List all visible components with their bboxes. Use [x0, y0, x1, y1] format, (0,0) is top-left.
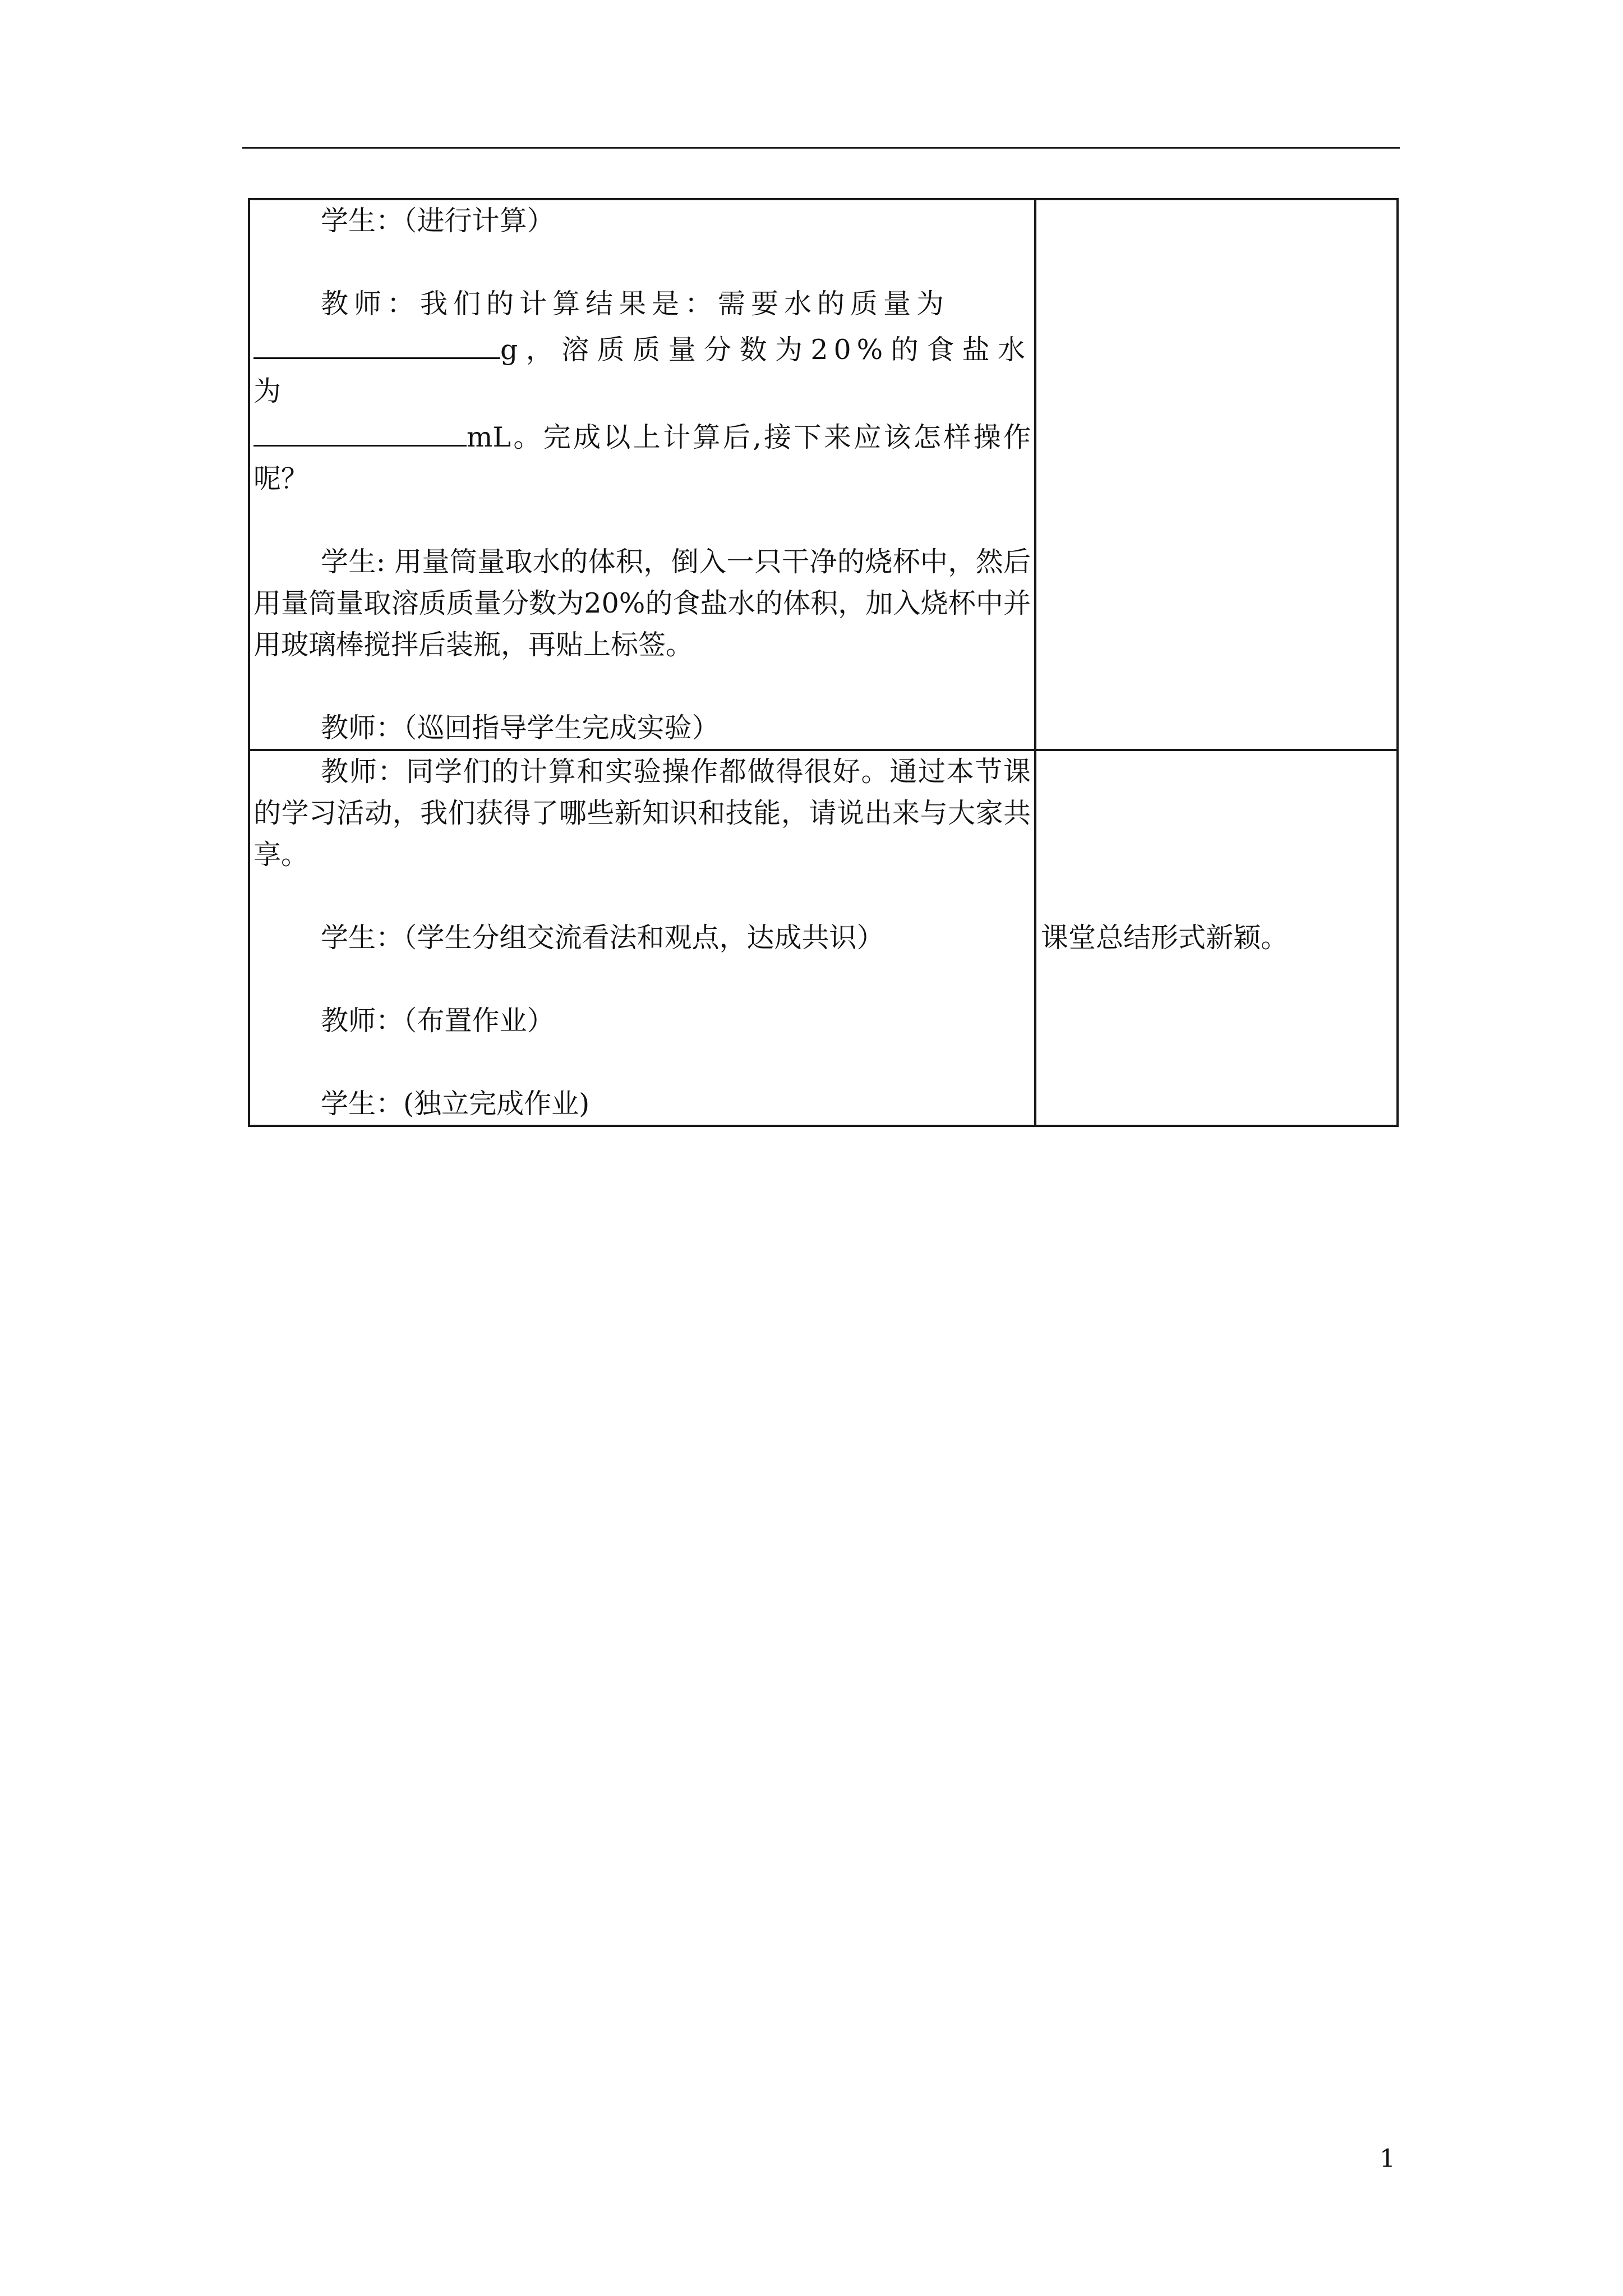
student-homework-line: 学生：(独立完成作业)	[321, 1088, 590, 1120]
volume-question-text: mL。完成以上计算后,接下来应该怎样操作呢？	[253, 421, 1031, 495]
teacher-guidance-line: 教师：（巡回指导学生完成实验）	[321, 712, 720, 744]
water-mass-line	[250, 325, 1034, 412]
table-row	[249, 199, 1398, 750]
salt-solution-text: g，溶质质量分数为20%的食盐水为	[253, 334, 1031, 407]
teacher-result-line	[250, 283, 1034, 325]
student-discussion-line: 学生：（学生分组交流看法和观点，达成共识）	[321, 922, 884, 954]
lesson-table	[248, 198, 1399, 1127]
student-calculation-line: 学生：（进行计算）	[321, 205, 555, 237]
table-row	[249, 750, 1398, 1126]
teacher-homework-line: 教师：（布置作业）	[321, 1005, 555, 1037]
volume-line	[250, 412, 1034, 500]
teacher-result-text: 教师：我们的计算结果是：需要水的质量为	[321, 288, 950, 320]
note-text: 课堂总结形式新颖。	[1041, 922, 1289, 954]
header-rule	[242, 147, 1400, 149]
note-cell	[1035, 750, 1398, 1126]
water-mass-blank	[253, 325, 500, 359]
note-cell	[1035, 199, 1398, 750]
activity-cell	[249, 199, 1035, 750]
student-operation-paragraph: 学生: 用量筒量取水的体积，倒入一只干净的烧杯中，然后用量筒量取溶质质量分数为20%的食盐水的体积，加入烧杯中并用玻璃棒搅拌后装瓶，再贴上标签。	[253, 546, 1031, 661]
volume-blank	[253, 412, 467, 447]
teacher-summary-paragraph: 教师：同学们的计算和实验操作都做得很好。通过本节课的学习活动，我们获得了哪些新知识和技能，请说出来与大家共享。	[253, 756, 1031, 871]
page-number: 1	[1380, 2145, 1395, 2173]
activity-cell	[249, 750, 1035, 1126]
